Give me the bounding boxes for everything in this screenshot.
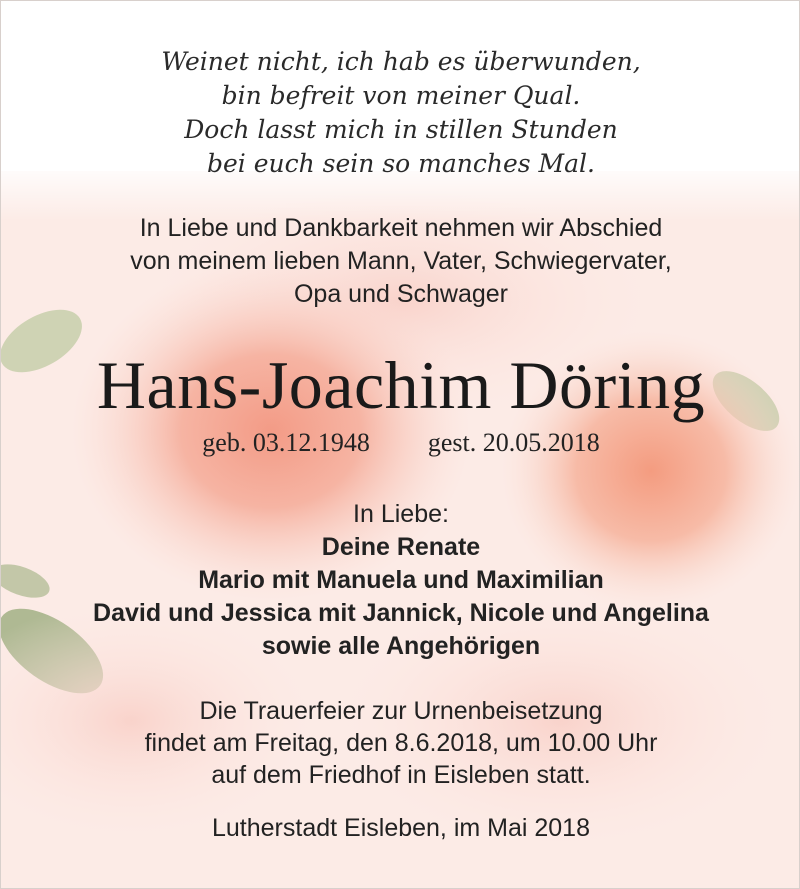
intro-line: von meinem lieben Mann, Vater, Schwiegervater, (130, 247, 672, 275)
mourner-line: Deine Renate (321, 533, 481, 561)
intro-line: In Liebe und Dankbarkeit nehmen wir Abschied (139, 214, 663, 242)
intro-line: Opa und Schwager (293, 280, 509, 308)
birth-date: geb. 03.12.1948 (202, 428, 370, 457)
farewell-intro (1, 212, 800, 311)
funeral-service-info (1, 695, 800, 791)
mourner-line: Mario mit Manuela und Maximilian (198, 566, 604, 594)
poem-line: Doch lasst mich in stillen Stunden (184, 115, 618, 144)
death-date: gest. 20.05.2018 (427, 428, 600, 457)
service-line: findet am Freitag, den 8.6.2018, um 10.00 Uhr (144, 729, 658, 757)
poem-line: Weinet nicht, ich hab es überwunden, (161, 47, 641, 76)
poem-line: bin befreit von meiner Qual. (221, 81, 581, 110)
service-line: auf dem Friedhof in Eisleben statt. (211, 761, 591, 789)
mourner-line: sowie alle Angehörigen (261, 632, 541, 660)
love-heading: In Liebe: (353, 500, 449, 528)
mourners-block (1, 498, 800, 663)
poem-line: bei euch sein so manches Mal. (206, 149, 595, 178)
life-dates (1, 426, 800, 460)
deceased-name: Hans-Joachim Döring (96, 347, 706, 423)
service-line: Die Trauerfeier zur Urnenbeisetzung (199, 697, 603, 725)
memorial-poem (1, 45, 800, 181)
place-and-date: Lutherstadt Eisleben, im Mai 2018 (212, 814, 590, 842)
mourner-line: David und Jessica mit Jannick, Nicole und Angelina (93, 599, 709, 627)
